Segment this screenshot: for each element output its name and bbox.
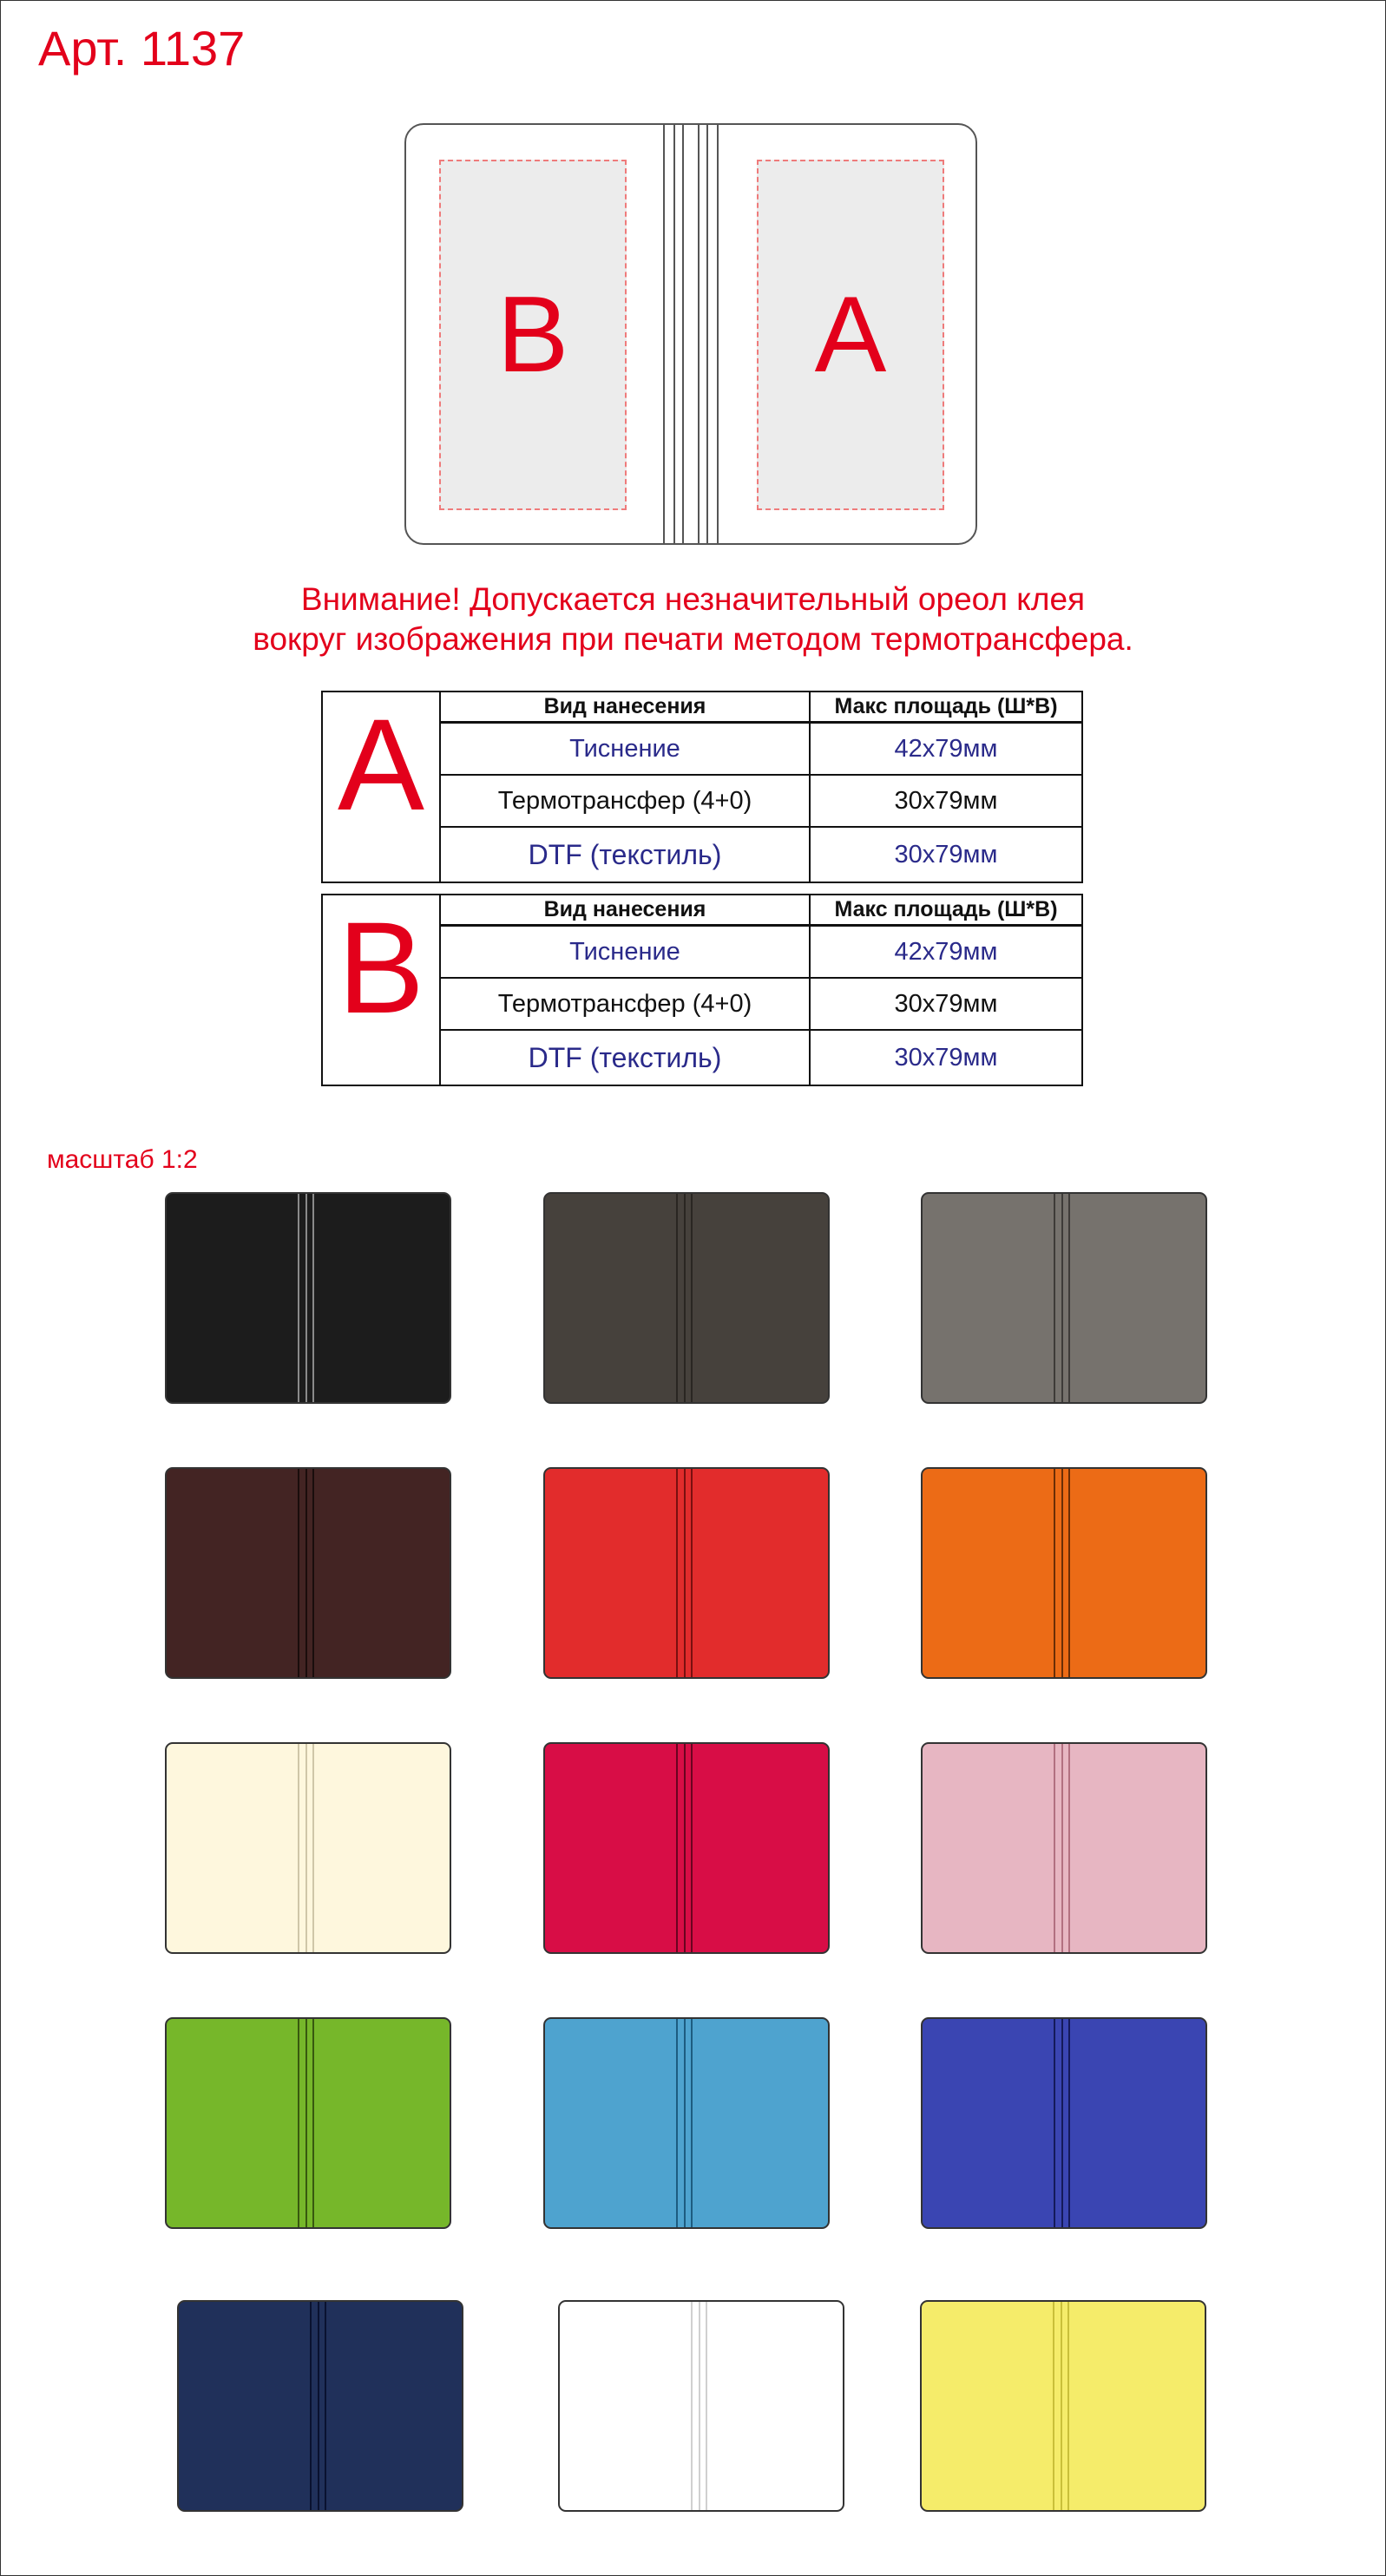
area-cell: 30х79мм — [894, 786, 998, 815]
print-zone-a — [757, 160, 944, 510]
color-swatch-brown — [165, 1467, 451, 1679]
warning-notice — [0, 580, 1386, 659]
table-a-letter: A — [323, 692, 441, 882]
zone-b-label: B — [496, 275, 569, 395]
area-cell: 30х79мм — [894, 989, 998, 1018]
method-cell: Тиснение — [441, 927, 811, 977]
area-cell: 30х79мм — [894, 840, 998, 868]
print-methods-table-a — [321, 691, 1083, 883]
color-swatch-black — [165, 1192, 451, 1404]
header-area: Макс площадь (Ш*В) — [834, 897, 1058, 921]
print-methods-table-b — [321, 894, 1083, 1086]
color-swatch-white — [558, 2300, 844, 2512]
table-b-letter: B — [323, 895, 441, 1085]
method-cell: DTF (текстиль) — [441, 828, 811, 882]
color-swatch-dark-grey — [543, 1192, 830, 1404]
color-swatch-green — [165, 2017, 451, 2229]
print-zone-b — [439, 160, 627, 510]
table-row — [441, 1031, 1081, 1085]
color-swatch-pink — [921, 1742, 1207, 1954]
table-row — [441, 828, 1081, 882]
header-method: Вид нанесения — [441, 895, 811, 924]
method-cell: Термотрансфер (4+0) — [441, 979, 811, 1029]
color-swatch-navy — [177, 2300, 463, 2512]
scale-label: масштаб 1:2 — [47, 1145, 198, 1174]
color-swatch-crimson — [543, 1742, 830, 1954]
color-swatch-red — [543, 1467, 830, 1679]
print-layout-diagram — [404, 123, 977, 545]
table-row — [441, 979, 1081, 1031]
color-swatch-light-blue — [543, 2017, 830, 2229]
color-swatch-orange — [921, 1467, 1207, 1679]
color-swatch-yellow — [920, 2300, 1206, 2512]
table-row — [441, 724, 1081, 776]
header-area: Макс площадь (Ш*В) — [834, 694, 1058, 718]
table-header — [441, 692, 1081, 724]
area-cell: 42х79мм — [894, 937, 998, 966]
table-row — [441, 776, 1081, 828]
method-cell: Тиснение — [441, 724, 811, 774]
notice-line-1: Внимание! Допускается незначительный ореол клея — [300, 581, 1086, 617]
color-swatch-cream — [165, 1742, 451, 1954]
zone-a-label: A — [814, 275, 887, 395]
color-swatch-blue — [921, 2017, 1207, 2229]
table-row — [441, 927, 1081, 979]
color-swatch-grey — [921, 1192, 1207, 1404]
area-cell: 42х79мм — [894, 734, 998, 763]
spine-lines — [663, 125, 719, 543]
method-cell: DTF (текстиль) — [441, 1031, 811, 1085]
article-title: Арт. 1137 — [38, 21, 246, 75]
method-cell: Термотрансфер (4+0) — [441, 776, 811, 826]
area-cell: 30х79мм — [894, 1043, 998, 1072]
notice-line-2: вокруг изображения при печати методом термотрансфера. — [253, 621, 1133, 657]
table-header — [441, 895, 1081, 927]
header-method: Вид нанесения — [441, 692, 811, 721]
